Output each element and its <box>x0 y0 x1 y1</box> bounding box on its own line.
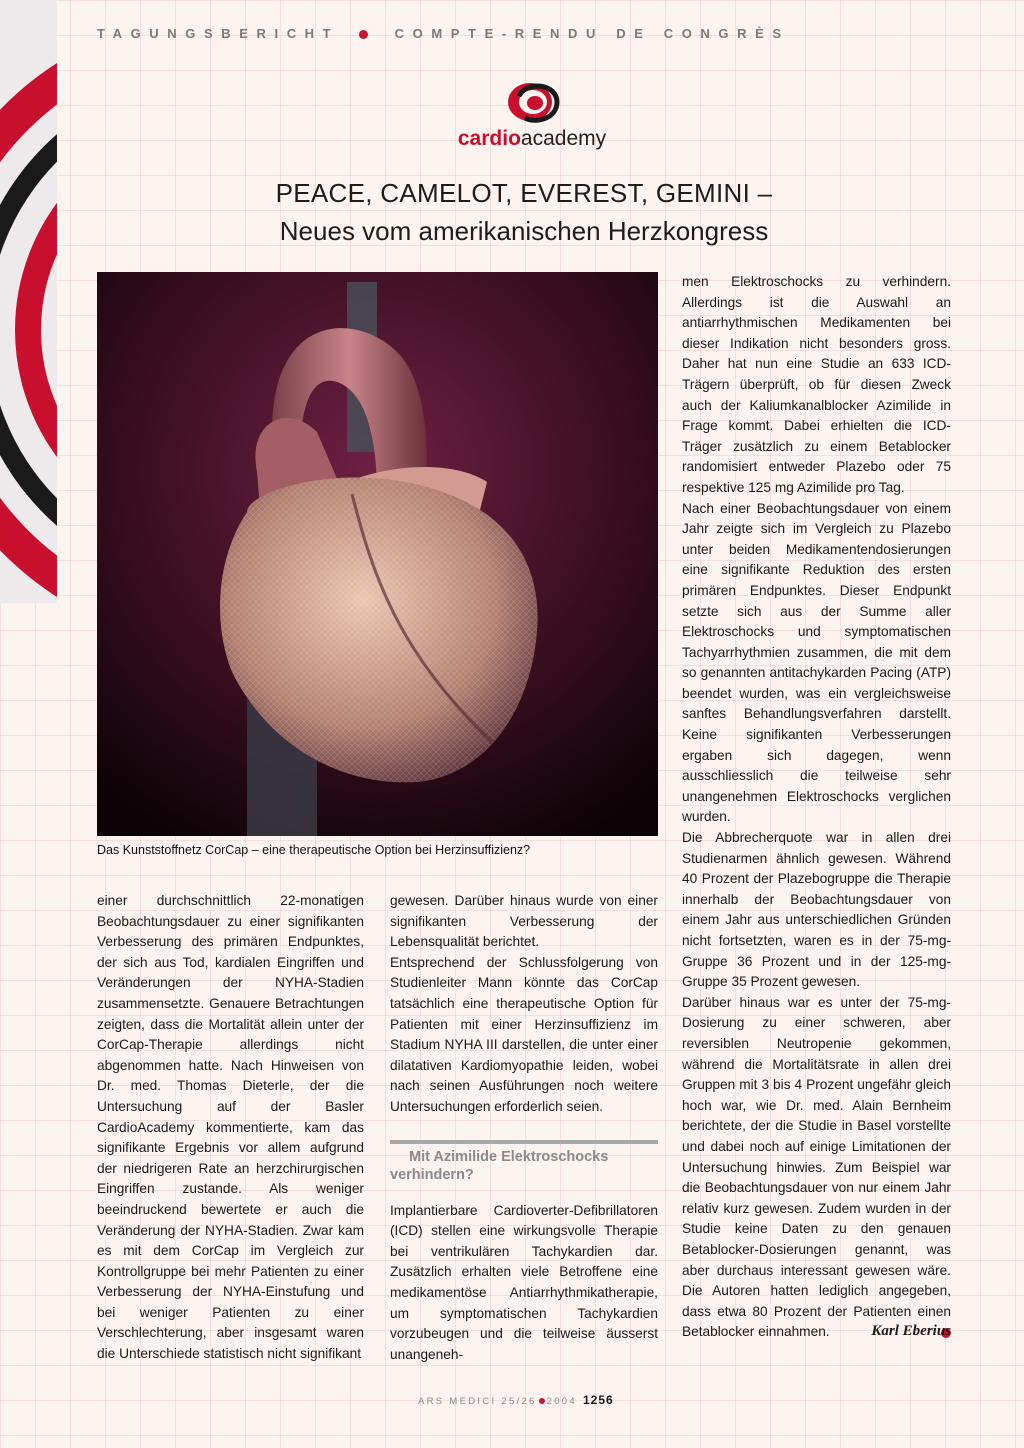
heart-corcap-photo <box>97 272 658 836</box>
cardioacademy-logo <box>452 78 612 151</box>
page-footer <box>418 1393 614 1407</box>
decorative-rings-strip <box>0 0 57 603</box>
header-left: TAGUNGSBERICHT <box>97 26 340 41</box>
page-number: 1256 <box>582 1393 614 1407</box>
subheading-line-1: Mit Azimilide Elektroschocks <box>409 1148 609 1165</box>
author-name: Karl Eberius <box>871 1323 951 1339</box>
section-subheading <box>390 1140 658 1185</box>
paragraph: gewesen. Darüber hinaus wurde von einer signifikanten Verbesserung der Lebensqualität berichtet. <box>390 893 658 950</box>
paragraph: Implantierbare Cardioverter-Defibrillatoren (ICD) stellen eine wirkungsvolle Therapie bei ventrikulären Tachykardien dar. Zusätzlich erhalten viele Betroffene eine medikamentöse Antiarrhythmikatherapie, um symptomatischen Tachykardien vorzubeugen und die teilweise äusserst unangeneh- <box>390 1202 658 1362</box>
logo-academy: academy <box>520 127 607 150</box>
paragraph-last <box>682 993 951 1343</box>
article-title: PEACE, CAMELOT, EVEREST, GEMINI – <box>275 178 773 208</box>
logo-wordmark <box>452 127 612 151</box>
paragraph: Nach einer Beobachtungsdauer von einem Jahr zeigte sich im Vergleich zu Plazebo unter beiden Medikamentendosierungen eine signifikante Reduktion des ersten primären Endpunktes. Dieser Endpunkt setzte sich aus der Summe aller Elektroschocks und symptomatischen Tachyarrhythmien zusammen, die mit dem so genannten antitachykarden Pacing (ATP) beendet wurden, was ein vergleichsweise sanftes Behandlungsverfahren darstellt. Keine signifikanten Verbesserungen ergaben sich dagegen, wenn ausschliesslich die teilweise sehr unangenehmen Elektroschocks verglichen wurden. <box>682 500 951 825</box>
header-right: COMPTE-RENDU DE CONGRÈS <box>394 26 790 41</box>
paragraph: einer durchschnittlich 22-monatigen Beobachtungsdauer zu einer signifikanten Verbesserung des primären Endpunktes, der sich aus Tod, kardialen Eingriffen und Veränderungen der NYHA-Stadien zusammensetzte. Genauere Betrachtungen zeigten, dass die Mortalität allein unter der CorCap-Therapie allerdings nicht abgenommen hatte. Nach Hinweisen von Dr. med. Thomas Dieterle, der die Untersuchung auf der Basler CardioAcademy kommentierte, kam das signifikante Ergebnis vor allem aufgrund der niedrigeren Rate an herzchirurgischen Eingriffen zustande. Als weniger beeindruckend bewertete er auch die Veränderung der NYHA-Stadien. Zwar kam es mit dem CorCap im Vergleich zur Kontrollgruppe bei mehr Patienten zu einer Verbesserung der NYHA-Einstufung und bei weniger Patienten zu einer Verschlechterung, aber insgesamt waren die Unterschiede statistisch nicht signifikant <box>97 893 364 1362</box>
logo-cardio: cardio <box>457 127 521 150</box>
figure-caption: Das Kunststoffnetz CorCap – eine therapeutische Option bei Herzinsuffizienz? <box>97 843 531 857</box>
cardioacademy-swirl-icon <box>497 78 567 126</box>
footer-journal: ARS MEDICI 25/26 <box>418 1396 537 1407</box>
paragraph: Die Abbrecherquote war in allen drei Studienarmen ähnlich gewesen. Während 40 Prozent der Plazebogruppe die Therapie innerhalb der Beobachtungsdauer von einem Jahr aus unterschiedlichen Gründen nicht fortsetzten, waren es in der 75-mg-Gruppe 36 Prozent und in der 125-mg-Gruppe 35 Prozent gewesen. <box>682 830 951 990</box>
footer-dot-icon <box>539 1398 545 1404</box>
text-column-2 <box>390 891 658 1365</box>
section-header <box>97 26 790 41</box>
text-column-1 <box>97 891 364 1365</box>
subheading-line-2: verhindern? <box>390 1167 474 1184</box>
header-dot-icon <box>359 30 368 39</box>
paragraph-text: Darüber hinaus war es unter der 75-mg-Dosierung zu einer schweren, aber reversiblen Neutropenie gekommen, während die Mortalitätsrate in allen drei Gruppen mit 3 bis 4 Prozent ungefähr gleich hoch war, wie Dr. med. Alain Bernheim berichtete, der die Studie in Basel vorstellte und dabei noch auf einige Limitationen der Untersuchung hinwies. Zum Beispiel war die Beobachtungsdauer von nur einem Jahr relativ kurz gewesen. Zudem wurden in der Studie keine Daten zu den genauen Betablocker-Dosierungen genannt, was aber durchaus interessant gewesen wäre. Die Autoren hatten lediglich angegeben, dass etwa 80 Prozent der Patienten einen Betablocker einnahmen. <box>682 994 951 1340</box>
footer-year: 2004 <box>546 1396 577 1407</box>
paragraph: men Elektroschocks zu verhindern. Allerdings ist die Auswahl an antiarrhythmischen Medikamenten bei dieser Indikation nicht besonders gross. Daher hat nun eine Studie an 633 ICD-Trägern überprüft, ob für diesen Zweck auch der Kaliumkanalblocker Azimilide in Frage kommt. Dabei erhielten die ICD-Träger zusätzlich zu einem Betablocker randomisiert entweder Plazebo oder 75 respektive 125 mg Azimilide pro Tag. <box>682 274 951 495</box>
paragraph: Entsprechend der Schlussfolgerung von Studienleiter Mann könnte das CorCap tatsächlich eine therapeutische Option für Patienten mit einer Herzinsuffizienz im Stadium NYHA III darstellen, die unter einer dilatativen Kardiomyopathie leiden, wobei nach seinen Ausführungen noch weitere Untersuchungen erforderlich seien. <box>390 954 658 1114</box>
text-column-3 <box>682 272 951 1343</box>
article-subtitle: Neues vom amerikanischen Herzkongress <box>279 216 769 246</box>
